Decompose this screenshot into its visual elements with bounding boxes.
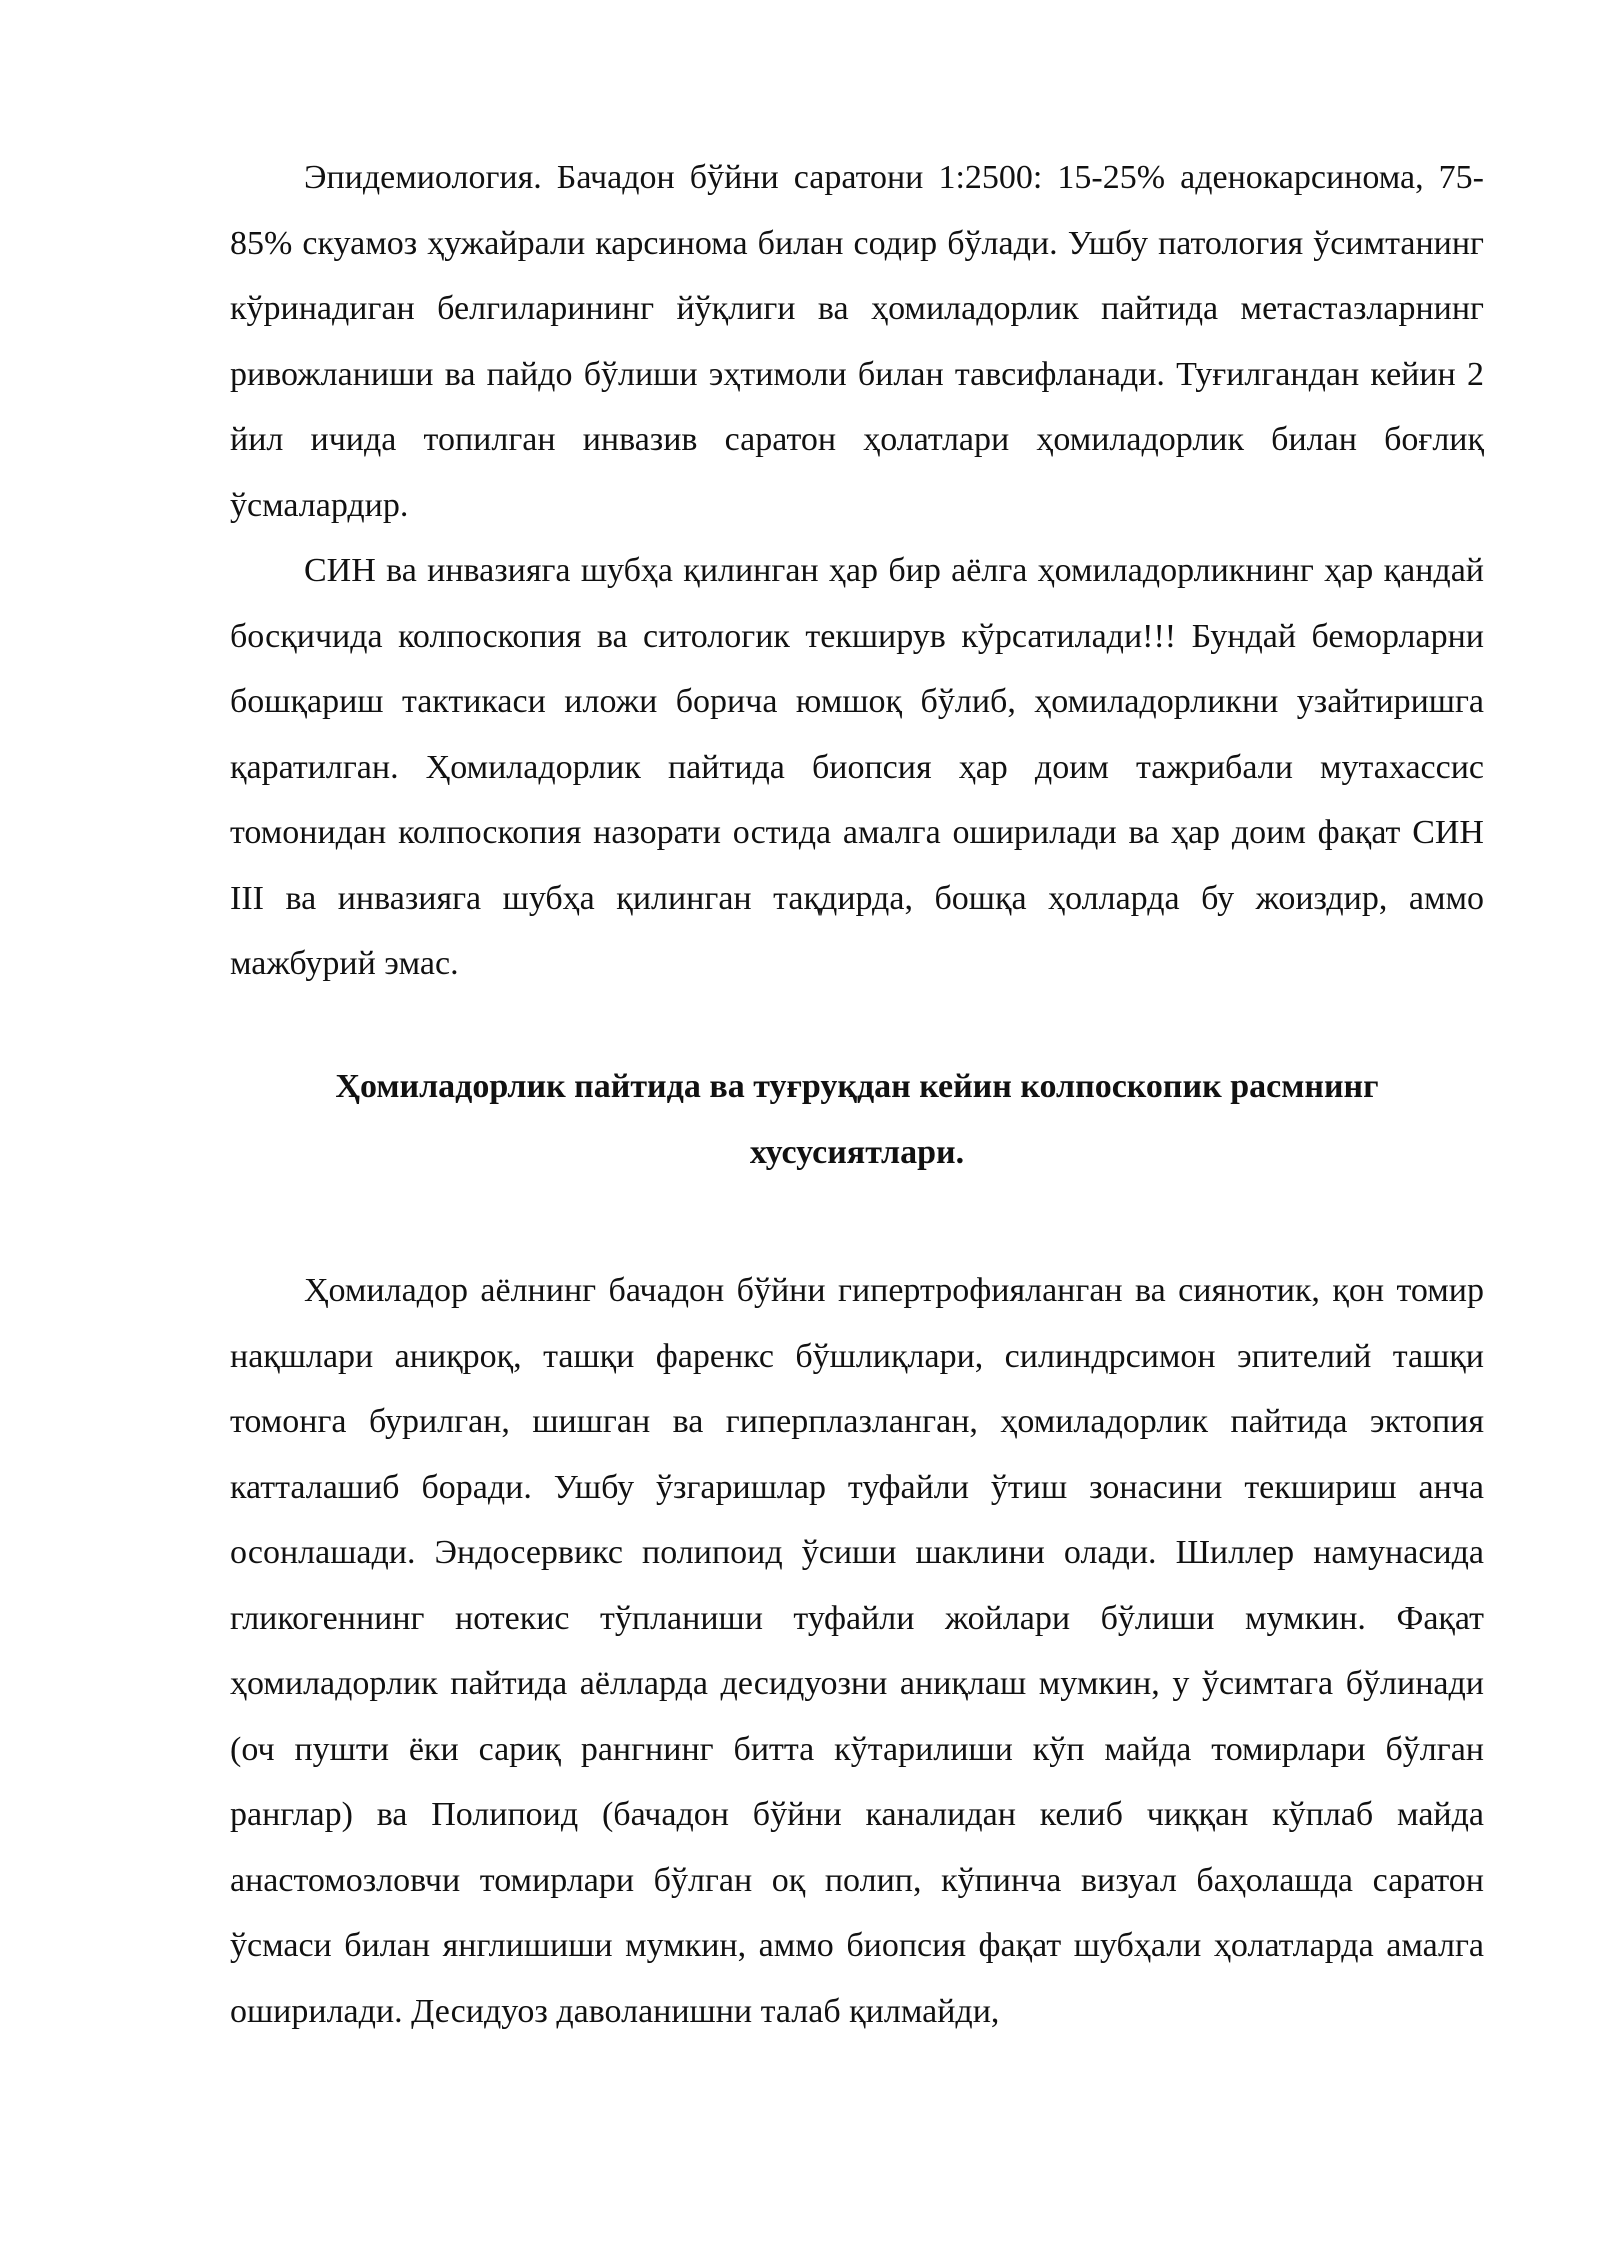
section-heading (230, 1054, 1484, 1185)
section-heading-line-1: Ҳомиладорлик пайтида ва туғруқдан кейин колпоскопик расмнинг (335, 1068, 1379, 1105)
paragraph-cervix-features: Ҳомиладор аёлнинг бачадон бўйни гипертрофияланган ва сиянотик, қон томир нақшлари аниқроқ, ташқи фаренкс бўшлиқлари, силиндрсимон эпителий ташқи томонга бурилган, шишган ва гиперплазланган, ҳомиладорлик пайтида эктопия катталашиб боради. Ушбу ўзгаришлар туфайли ўтиш зонасини текшириш анча осонлашади. Эндосервикс полипоид ўсиши шаклини олади. Шиллер намунасида гликогеннинг нотекис тўпланиши туфайли жойлари бўлиши мумкин. Фақат ҳомиладорлик пайтида аёлларда десидуозни аниқлаш мумкин, у ўсимтага бўлинади (оч пушти ёки сариқ рангнинг битта кўтарилиши кўп майда томирлари бўлган ранглар) ва Полипоид (бачадон бўйни каналидан келиб чиққан кўплаб майда анастомозловчи томирлари бўлган оқ полип, кўпинча визуал баҳолашда саратон ўсмаси билан янглишиши мумкин, аммо биопсия фақат шубҳали ҳолатларда амалга оширилади. Десидуоз даволанишни талаб қилмайди, (230, 1272, 1484, 2030)
paragraph-epidemiology: Эпидемиология. Бачадон бўйни саратони 1:2500: 15-25% аденокарсинома, 75-85% скуамоз ҳужайрали карсинома билан содир бўлади. Ушбу патология ўсимтанинг кўринадиган белгиларининг йўқлиги ва ҳомиладорлик пайтида метастазларнинг ривожланиши ва пайдо бўлиши эҳтимоли билан тавсифланади. Туғилгандан кейин 2 йил ичида топилган инвазив саратон ҳолатлари ҳомиладорлик билан боғлиқ ўсмалардир. (230, 159, 1484, 524)
paragraph-colposcopy-indications: СИН ва инвазияга шубҳа қилинган ҳар бир аёлга ҳомиладорликнинг ҳар қандай босқичида колпоскопия ва ситологик текширув кўрсатилади!!! Бундай беморларни бошқариш тактикаси иложи борича юмшоқ бўлиб, ҳомиладорликни узайтиришга қаратилган. Ҳомиладорлик пайтида биопсия ҳар доим тажрибали мутахассис томонидан колпоскопия назорати остида амалга оширилади ва ҳар доим фақат СИН III ва инвазияга шубҳа қилинган тақдирда, бошқа ҳолларда бу жоиздир, аммо мажбурий эмас. (230, 552, 1484, 982)
section-heading-line-2: хусусиятлари. (749, 1133, 965, 1171)
